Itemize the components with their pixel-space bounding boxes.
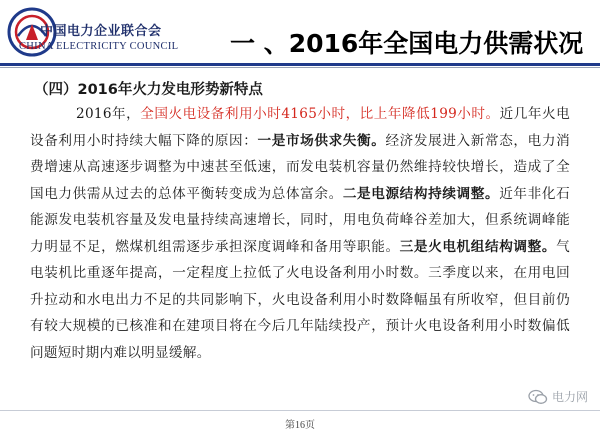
text-run: 经济发展进入新常态，电力消费增速从高速逐步调整为中速甚至低速，而发电装机容量仍然维持较快增长，造成了全国电力供需从过去的总体平衡转变成为总体富余。 (30, 132, 570, 202)
header-rule-thin (0, 67, 600, 68)
reason-one-heading: 一是市场供求失衡。 (257, 132, 386, 149)
text-run: 近年非化石能源发电装机容量及发电量持续高速增长，同时，用电负荷峰谷差加大，但系统调峰能力明显不足，燃煤机组需逐步承担深度调峰和备用等职能。 (30, 185, 570, 255)
text-run: 气电装机比重逐年提高，一定程度上拉低了火电设备利用小时数。三季度以来，在用电回升拉动和水电出力不足的共同影响下，火电设备利用小时数降幅虽有所收窄，但目前仍有较大规模的已核准和在建项目将在今后几年陆续投产，预计火电设备利用小时数偏低问题短时期内难以明显缓解。 (30, 238, 570, 361)
slide-header (0, 0, 600, 66)
org-name-cn: 中国电力企业联合会 (40, 24, 162, 39)
section-heading: （四）2016年火力发电形势新特点 (34, 82, 263, 98)
body-paragraph (30, 101, 570, 366)
slide-title: 一 、2016年全国电力供需状况 (230, 29, 584, 58)
reason-three-heading: 三是火电机组结构调整。 (399, 238, 557, 255)
page-number: 第16页 (285, 420, 315, 431)
watermark (528, 388, 588, 405)
footer-rule (0, 410, 600, 411)
wechat-icon (528, 389, 548, 405)
text-run: 近几年火电设备利用小时持续大幅下降的原因： (30, 106, 570, 149)
org-name-en: CHINA ELECTRICITY COUNCIL (19, 41, 179, 52)
slide-body (30, 78, 570, 366)
highlight-statistic: 全国火电设备利用小时4165小时，比上年降低199小时。 (140, 106, 500, 122)
watermark-text: 电力网 (551, 390, 588, 404)
text-run: 2016年， (76, 106, 141, 122)
header-rule (0, 63, 600, 66)
reason-two-heading: 二是电源结构持续调整。 (342, 185, 500, 202)
